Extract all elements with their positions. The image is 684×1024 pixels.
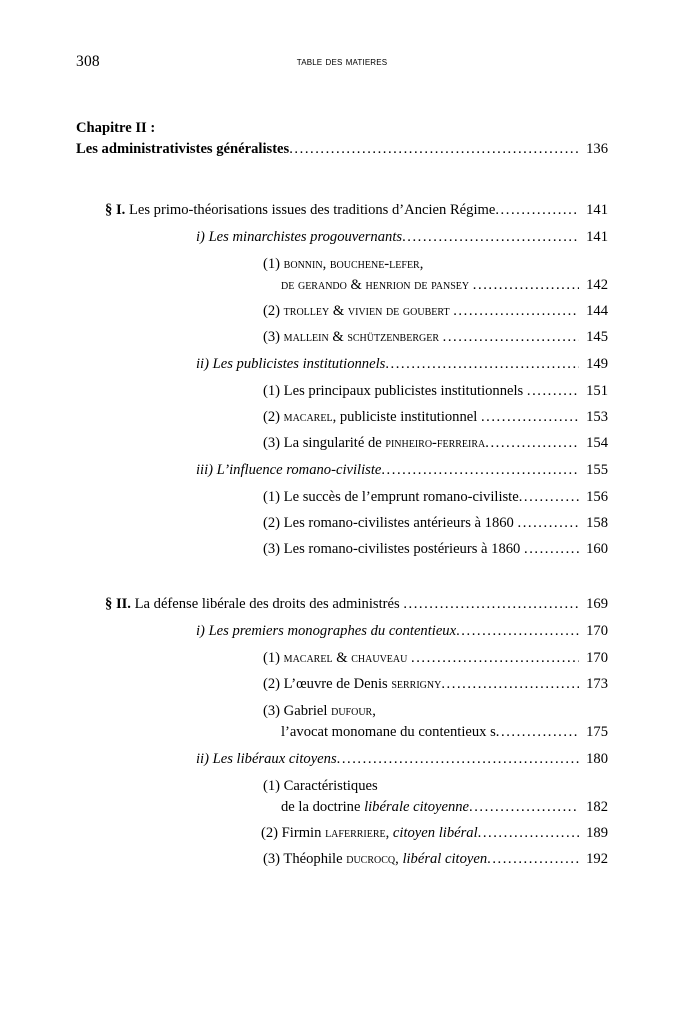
toc-entry-item-12[interactable] bbox=[281, 722, 684, 743]
item-15-name: ducrocq bbox=[346, 851, 396, 867]
toc-entry-item-3[interactable] bbox=[263, 327, 684, 348]
item-13-line2-pre: de la doctrine bbox=[281, 799, 365, 815]
item-7-page-number: 156 bbox=[586, 489, 608, 505]
toc-entry-item-12-line1-wrap bbox=[263, 701, 684, 722]
group-4-page-number: 170 bbox=[586, 623, 608, 639]
item-5-name: macarel bbox=[283, 409, 333, 425]
item-13-page-number: 182 bbox=[586, 799, 608, 815]
toc-entry-item-4[interactable] bbox=[263, 381, 684, 402]
toc-entry-item-5[interactable] bbox=[263, 407, 684, 428]
item-8-number: (2) bbox=[263, 515, 284, 531]
item-1-amp: & bbox=[346, 277, 366, 293]
item-15-page-number: 192 bbox=[586, 851, 608, 867]
item-5-page-number: 153 bbox=[586, 409, 608, 425]
dot-leader bbox=[456, 621, 579, 642]
toc-entry-section-2[interactable] bbox=[105, 594, 684, 615]
item-5-label bbox=[263, 407, 481, 428]
toc-entry-item-11[interactable] bbox=[263, 674, 684, 695]
dot-leader bbox=[485, 433, 579, 454]
toc-entry-item-15[interactable] bbox=[263, 849, 684, 870]
item-11-pre: L’œuvre de Denis bbox=[283, 676, 392, 692]
item-1-number: (1) bbox=[263, 256, 284, 272]
item-3-page-number: 145 bbox=[586, 329, 608, 345]
item-4-page-number: 151 bbox=[586, 383, 608, 399]
item-8-label bbox=[263, 513, 518, 534]
group-5-page-number: 180 bbox=[586, 751, 608, 767]
item-1-comma: , bbox=[322, 256, 330, 272]
toc-entry-item-6[interactable] bbox=[263, 433, 684, 454]
dot-leader bbox=[481, 407, 579, 428]
item-12-number: (3) bbox=[263, 703, 284, 719]
item-2-amp: & bbox=[329, 303, 348, 319]
item-7-text: Le succès de l’emprunt romano-civiliste bbox=[283, 489, 519, 505]
section-1-page-number: 141 bbox=[586, 202, 608, 218]
toc-entry-item-9[interactable] bbox=[263, 539, 684, 560]
item-12-line2: l’avocat monomane du contentieux s bbox=[281, 724, 496, 740]
item-3-number: (3) bbox=[263, 329, 284, 345]
chapter-title-line2: Les administrativistes généralistes bbox=[76, 141, 290, 157]
dot-leader bbox=[487, 849, 579, 870]
item-11-label bbox=[263, 674, 441, 695]
item-14-italic: citoyen libéral bbox=[392, 825, 478, 841]
item-13-line2-italic: libérale citoyenne bbox=[364, 799, 470, 815]
section-2-label bbox=[105, 594, 403, 615]
toc-entry-item-14[interactable] bbox=[261, 823, 684, 844]
item-10-name-a: macarel bbox=[283, 650, 333, 666]
item-4-label bbox=[263, 381, 527, 402]
dot-leader bbox=[518, 513, 579, 534]
group-5-title: ii) Les libéraux citoyens bbox=[196, 751, 337, 767]
item-10-number: (1) bbox=[263, 650, 284, 666]
item-4-text: Les principaux publicistes institutionnels bbox=[283, 383, 524, 399]
item-1-name-d: henrion de pansey bbox=[365, 277, 470, 293]
group-4-title: i) Les premiers monographes du contentieux bbox=[196, 623, 457, 639]
group-1-page-number: 141 bbox=[586, 229, 608, 245]
dot-leader bbox=[385, 354, 579, 375]
dot-leader bbox=[402, 227, 579, 248]
toc-entry-item-2[interactable] bbox=[263, 301, 684, 322]
spacer bbox=[0, 560, 684, 594]
group-3-title: iii) L’influence romano-civiliste bbox=[196, 462, 382, 478]
item-5-number: (2) bbox=[263, 409, 284, 425]
dot-leader bbox=[469, 797, 579, 818]
item-6-page-number: 154 bbox=[586, 435, 608, 451]
section-2-title: La défense libérale des droits des administrés bbox=[134, 596, 400, 612]
item-4-number: (1) bbox=[263, 383, 284, 399]
item-6-label bbox=[263, 433, 485, 454]
item-14-pre: Firmin bbox=[281, 825, 326, 841]
toc-entry-group-5[interactable] bbox=[196, 749, 684, 770]
group-1-title: i) Les minarchistes progouvernants bbox=[196, 229, 403, 245]
item-9-label bbox=[263, 539, 524, 560]
item-7-label bbox=[263, 487, 519, 508]
dot-leader bbox=[495, 200, 579, 221]
item-10-amp: & bbox=[332, 650, 352, 666]
item-3-label bbox=[263, 327, 443, 348]
group-3-page-number: 155 bbox=[586, 462, 608, 478]
dot-leader bbox=[381, 460, 579, 481]
dot-leader bbox=[403, 594, 579, 615]
group-2-page-number: 149 bbox=[586, 356, 608, 372]
item-1-line2 bbox=[281, 275, 473, 296]
item-8-text: Les romano-civilistes antérieurs à 1860 bbox=[283, 515, 514, 531]
dot-leader bbox=[453, 301, 579, 322]
item-14-comma: , bbox=[385, 825, 393, 841]
toc-entry-group-1[interactable] bbox=[196, 227, 684, 248]
toc-body bbox=[0, 118, 684, 870]
toc-entry-item-13-line1-wrap bbox=[263, 776, 684, 797]
item-12-page-number: 175 bbox=[586, 724, 608, 740]
group-2-title: ii) Les publicistes institutionnels bbox=[196, 356, 386, 372]
item-11-page-number: 173 bbox=[586, 676, 608, 692]
section-2-marker: § II. bbox=[105, 596, 131, 612]
item-3-amp: & bbox=[328, 329, 348, 345]
item-2-number: (2) bbox=[263, 303, 284, 319]
item-1-comma2: , bbox=[419, 256, 424, 272]
item-14-page-number: 189 bbox=[586, 825, 608, 841]
item-15-pre: Théophile bbox=[283, 851, 347, 867]
item-9-text: Les romano-civilistes postérieurs à 1860 bbox=[283, 541, 521, 557]
toc-entry-item-1[interactable] bbox=[281, 275, 684, 296]
dot-leader bbox=[441, 674, 579, 695]
dot-leader bbox=[519, 487, 579, 508]
item-2-name-b: vivien de goubert bbox=[347, 303, 450, 319]
item-8-page-number: 158 bbox=[586, 515, 608, 531]
item-3-name-a: mallein bbox=[283, 329, 329, 345]
toc-entry-item-10[interactable] bbox=[263, 648, 684, 669]
item-5-rest: , publiciste institutionnel bbox=[332, 409, 478, 425]
item-12-name: dufour bbox=[331, 703, 373, 719]
section-1-marker: § I. bbox=[105, 202, 126, 218]
item-12-comma: , bbox=[372, 703, 376, 719]
item-11-name: serrigny bbox=[391, 676, 442, 692]
item-13-line2 bbox=[281, 797, 469, 818]
item-12-pre: Gabriel bbox=[283, 703, 332, 719]
running-head-title: table des matieres bbox=[296, 56, 388, 68]
dot-leader bbox=[527, 381, 579, 402]
item-1-page-number: 142 bbox=[586, 277, 608, 293]
dot-leader bbox=[478, 823, 579, 844]
item-6-name: pinheiro-ferreira bbox=[385, 435, 486, 451]
item-10-page-number: 170 bbox=[586, 650, 608, 666]
chapter-page-number: 136 bbox=[586, 141, 608, 157]
section-1-label bbox=[105, 200, 495, 221]
dot-leader bbox=[443, 327, 579, 348]
dot-leader bbox=[524, 539, 579, 560]
item-1-name-c: de gerando bbox=[281, 277, 347, 293]
item-3-name-b: schützenberger bbox=[347, 329, 439, 345]
item-13-line1: Caractéristiques bbox=[283, 778, 378, 794]
toc-entry-item-8[interactable] bbox=[263, 513, 684, 534]
item-2-name-a: trolley bbox=[283, 303, 330, 319]
dot-leader bbox=[337, 749, 579, 770]
toc-entry-group-3[interactable] bbox=[196, 460, 684, 481]
item-2-page-number: 144 bbox=[586, 303, 608, 319]
dot-leader bbox=[411, 648, 579, 669]
item-15-comma: , bbox=[395, 851, 403, 867]
item-15-number: (3) bbox=[263, 851, 284, 867]
item-1-name-a: bonnin bbox=[283, 256, 323, 272]
item-9-page-number: 160 bbox=[586, 541, 608, 557]
item-2-label bbox=[263, 301, 453, 322]
item-10-name-b: chauveau bbox=[351, 650, 408, 666]
item-11-number: (2) bbox=[263, 676, 284, 692]
item-13-number: (1) bbox=[263, 778, 284, 794]
section-1-title: Les primo-théorisations issues des traditions d’Ancien Régime bbox=[128, 202, 496, 218]
item-9-number: (3) bbox=[263, 541, 284, 557]
toc-entry-item-13[interactable] bbox=[281, 797, 684, 818]
item-14-number: (2) bbox=[261, 825, 282, 841]
dot-leader bbox=[496, 722, 579, 743]
toc-entry-chapter[interactable] bbox=[76, 139, 684, 160]
dot-leader bbox=[289, 139, 579, 160]
item-14-name: laferriere bbox=[325, 825, 386, 841]
item-10-label bbox=[263, 648, 411, 669]
toc-entry-group-2[interactable] bbox=[196, 354, 684, 375]
toc-entry-group-4[interactable] bbox=[196, 621, 684, 642]
toc-entry-item-7[interactable] bbox=[263, 487, 684, 508]
item-6-pre: La singularité de bbox=[283, 435, 386, 451]
item-15-label bbox=[263, 849, 487, 870]
item-1-name-b: bouchene-lefer bbox=[329, 256, 420, 272]
folio-number: 308 bbox=[76, 53, 100, 70]
toc-entry-item-1-line1-wrap bbox=[263, 254, 684, 275]
item-7-number: (1) bbox=[263, 489, 284, 505]
item-14-label bbox=[261, 823, 478, 844]
item-6-number: (3) bbox=[263, 435, 284, 451]
chapter-title-line1: Chapitre II : bbox=[76, 120, 156, 136]
section-2-page-number: 169 bbox=[586, 596, 608, 612]
running-head bbox=[0, 52, 684, 72]
dot-leader bbox=[473, 275, 579, 296]
toc-entry-section-1[interactable] bbox=[105, 200, 684, 221]
item-15-italic: libéral citoyen bbox=[402, 851, 488, 867]
spacer bbox=[0, 160, 684, 200]
